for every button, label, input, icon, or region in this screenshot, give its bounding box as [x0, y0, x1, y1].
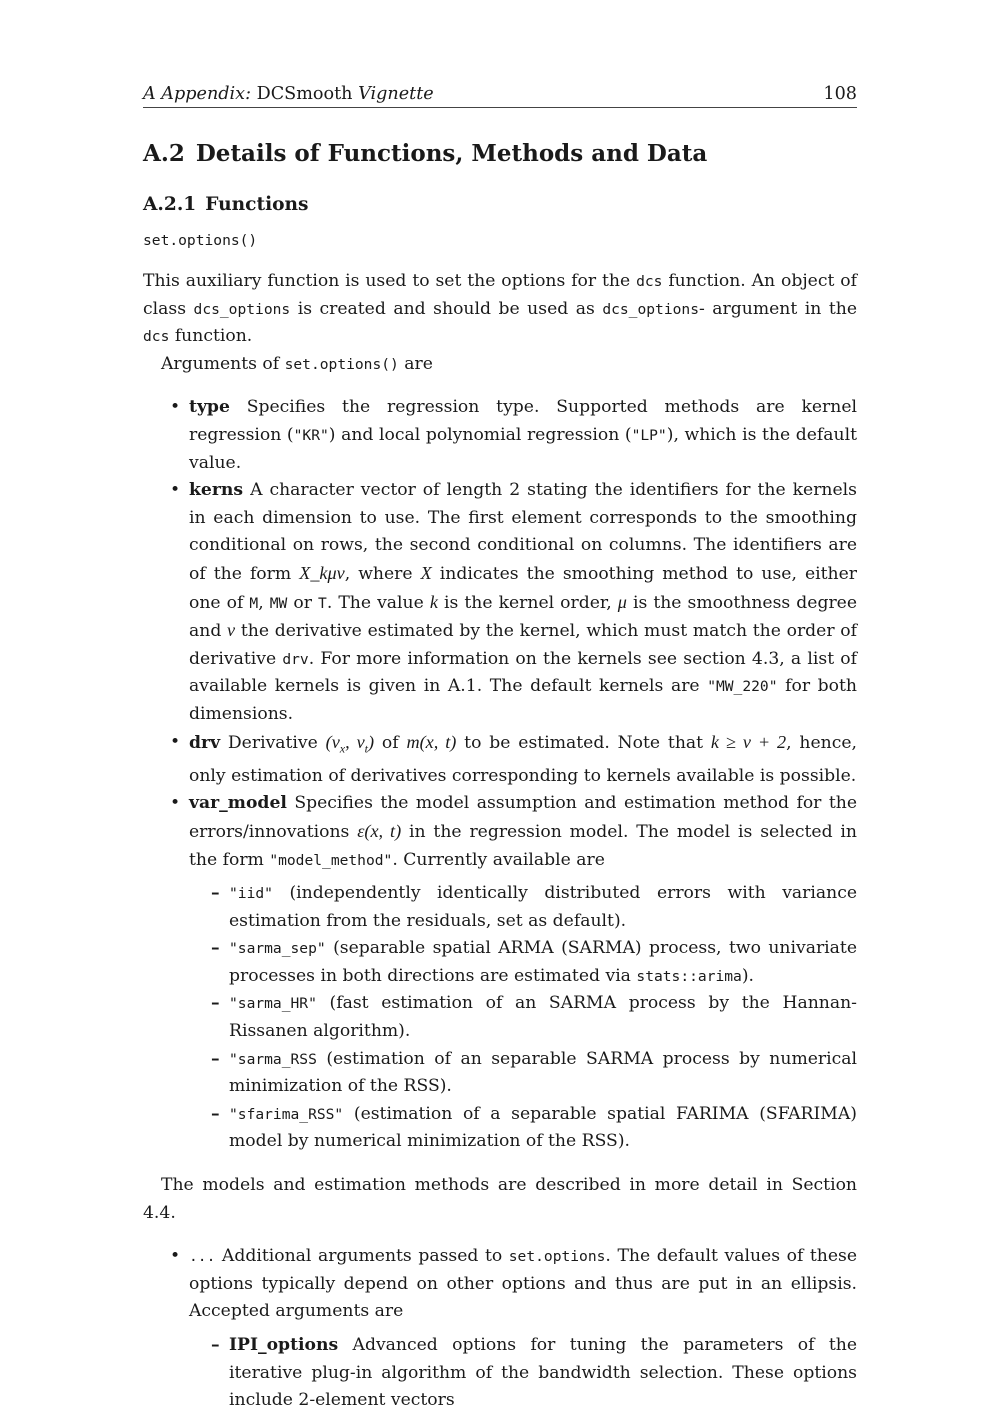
argument-list	[143, 394, 857, 1156]
header-title: A Appendix: DCSmooth Vignette	[143, 84, 434, 104]
argument-ellipsis: • ... Additional arguments passed to set.options. The default values of these options typically depend on other options and thus are put in an ellipsis. Accepted arguments are – IPI_options Advanced options for tuning the parameters of the iterative plug-in algorithm of the bandwidth selection. These options include 2-element vectors	[143, 1243, 857, 1415]
arguments-line: Arguments of set.options() are	[161, 353, 433, 374]
running-header	[143, 82, 857, 108]
option-sarma-rss: – "sarma_RSS (estimation of an separable SARMA process by numerical minimization of the RSS).	[189, 1046, 857, 1101]
option-sfarima-rss: – "sfarima_RSS" (estimation of a separable spatial FARIMA (SFARIMA) model by numerical minimization of the RSS).	[189, 1101, 857, 1156]
argument-var-model: • var_model Specifies the model assumption and estimation method for the errors/innovations ε(x, t) in the regression model. The model is selected in the form "model_method". Currently available are – "iid" (independently identically distributed errors with variance estimation from the residuals, set as default). – "sarma_sep" (separable spatial ARMA (SARMA) process, two univariate processes in both directions are estimated via stats::arima). – "sarma_HR" (fast estimation of an SARMA process by the Hannan-Rissanen algorithm). – "sarma_RSS (estimation of an separable SARMA process by numerical minimization of the RSS). – "sfarima_RSS" (estimation of a separable spatial FARIMA (SFARIMA) model by numerical minimization of the RSS).	[143, 790, 857, 1156]
argument-list-continued	[143, 1243, 857, 1415]
models-note: The models and estimation methods are described in more detail in Section 4.4.	[143, 1175, 857, 1223]
page	[143, 82, 857, 1415]
function-name: set.options()	[143, 232, 258, 249]
option-sarma-hr: – "sarma_HR" (fast estimation of an SARMA process by the Hannan-Rissanen algorithm).	[189, 990, 857, 1045]
ellipsis-options	[189, 1332, 857, 1415]
argument-drv: • drv Derivative ($\nu_x$, $\nu_t$) of m(x, t) to be estimated. Note that k ≥ ν + 2, hence, only estimation of derivatives corresponding to kernels available is possible.	[143, 729, 857, 791]
option-sarma-sep: – "sarma_sep" (separable spatial ARMA (SARMA) process, two univariate processes in both directions are estimated via stats::arima).	[189, 935, 857, 990]
option-ipi-options: – IPI_options Advanced options for tuning the parameters of the iterative plug-in algorithm of the bandwidth selection. These options include 2-element vectors	[189, 1332, 857, 1415]
option-iid: – "iid" (independently identically distributed errors with variance estimation from the residuals, set as default).	[189, 880, 857, 935]
subsection-heading: A.2.1 Functions	[143, 194, 309, 215]
intro-paragraph: This auxiliary function is used to set the options for the dcs function. An object of class dcs_options is created and should be used as dcs_options- argument in the dcs function.	[143, 271, 858, 347]
section-heading: A.2 Details of Functions, Methods and Data	[143, 140, 708, 167]
page-number: 108	[823, 84, 857, 104]
argument-kerns: • kerns A character vector of length 2 stating the identifiers for the kernels in each dimension to use. The first element corresponds to the smoothing conditional on rows, the second conditional on columns. The identifiers are of the form X_kμν, where X indicates the smoothing method to use, either one of M, MW or T. The value k is the kernel order, μ is the smoothness degree and ν the derivative estimated by the kernel, which must match the order of derivative drv. For more information on the kernels see section 4.3, a list of available kernels is given in A.1. The default kernels are "MW_220" for both dimensions.	[143, 477, 857, 728]
var-model-options	[189, 880, 857, 1156]
argument-type: • type Specifies the regression type. Supported methods are kernel regression ("KR") and local polynomial regression ("LP"), which is the default value.	[143, 394, 857, 477]
